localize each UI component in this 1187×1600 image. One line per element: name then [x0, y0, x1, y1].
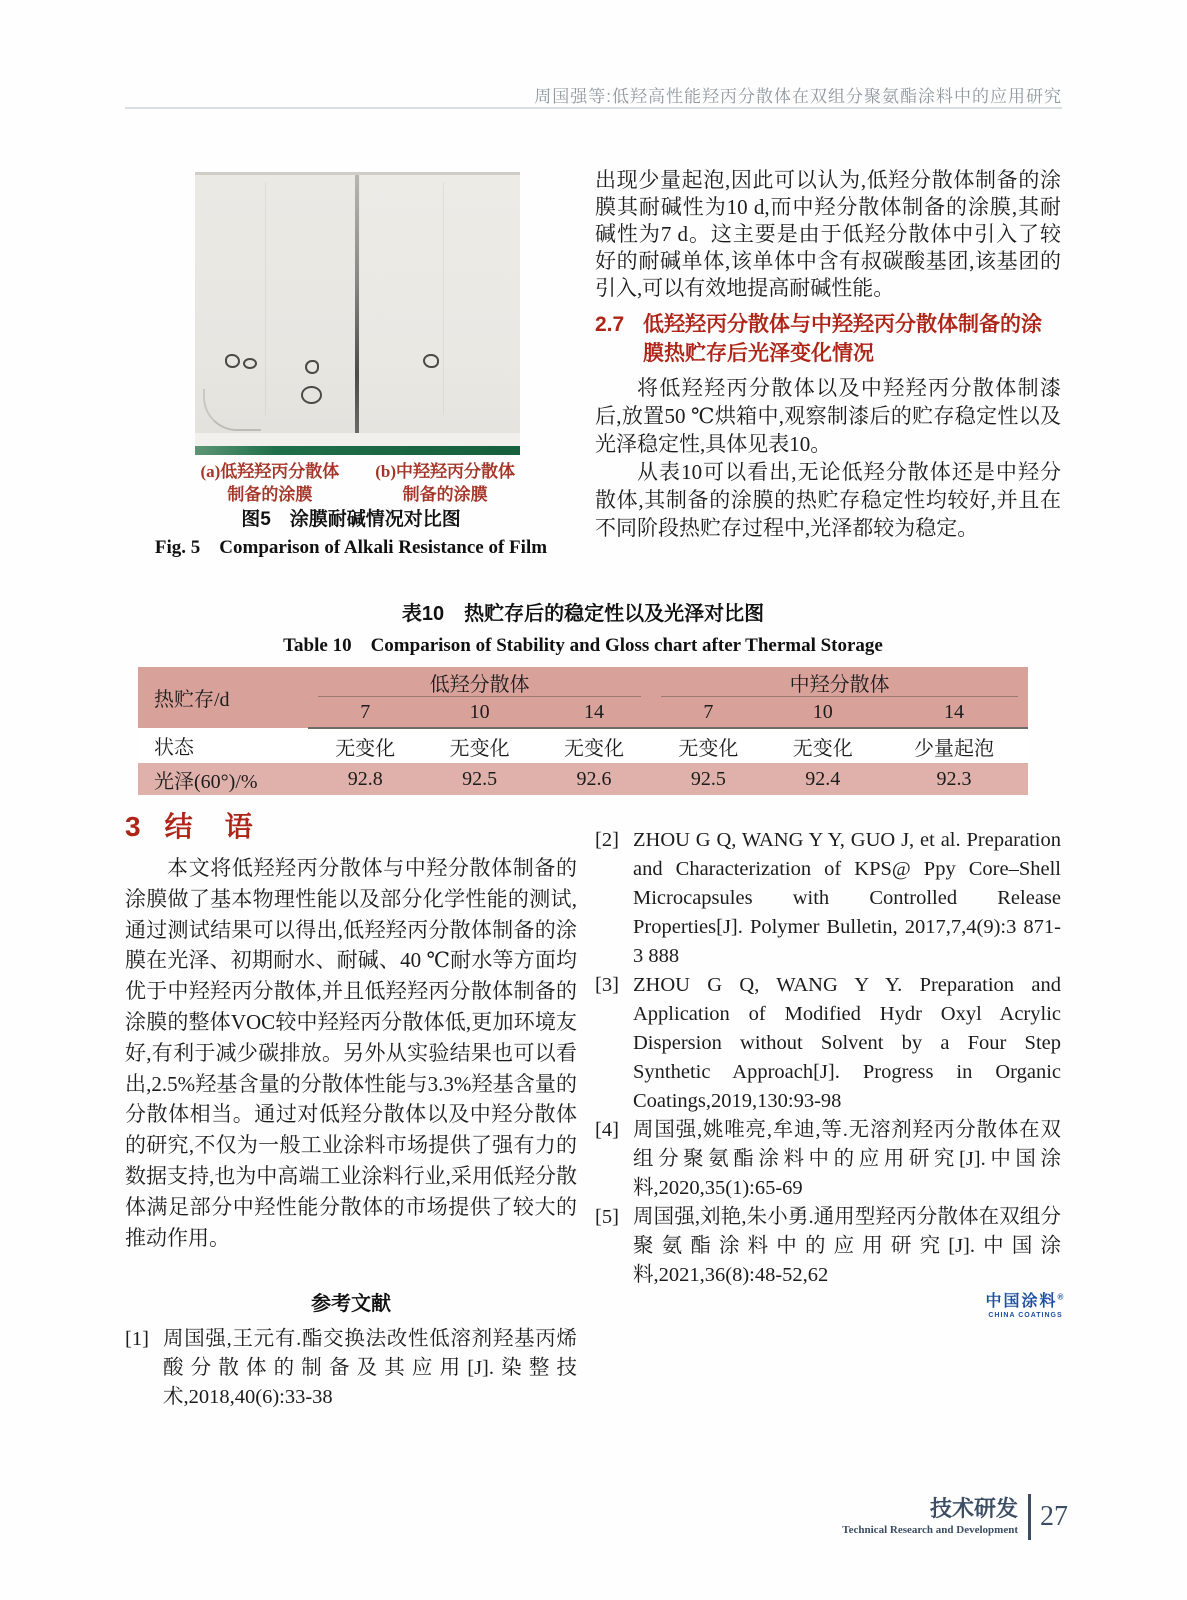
subcaption-b-line2: 制备的涂膜: [402, 485, 488, 504]
reference-number: [5]: [595, 1206, 619, 1228]
defect-circle: [243, 358, 257, 369]
reference-text: ZHOU G Q, WANG Y Y. Preparation and Application of Modified Hydr Oxyl Acrylic Dispersion without Solvent by a Four Step Synthetic Approach[J]. Progress in Organic Coatings,2019,130:93-98: [633, 974, 1061, 1112]
registered-mark-icon: ®: [1057, 1292, 1066, 1302]
day-cell: 14: [537, 697, 651, 728]
reference-number: [2]: [595, 829, 619, 851]
header-rule: [125, 107, 1062, 109]
reference-number: [3]: [595, 974, 619, 996]
gloss-cell: 92.5: [462, 767, 498, 790]
conclusion-paragraph: 本文将低羟羟丙分散体与中羟分散体制备的涂膜做了基本物理性能以及部分化学性能的测试,通过测试结果可以得出,低羟羟丙分散体制备的涂膜在光泽、初期耐水、耐碱、40 ℃耐水等方面均优于中羟羟丙分散体,并且低羟羟丙分散体制备的涂膜的整体VOC较中羟羟丙分散体低,更加环境友好,有利于减少碳排放。另外从实验结果也可以看出,2.5%羟基含量的分散体性能与3.3%羟基含量的分散体相当。通过对低羟分散体以及中羟分散体的研究,不仅为一般工业涂料市场提供了强有力的数据支持,也为中高端工业涂料行业,采用低羟分散体满足部分中羟性能分散体的市场提供了较大的推动作用。: [125, 856, 577, 1250]
running-header: 周国强等:低羟高性能羟丙分散体在双组分聚氨酯涂料中的应用研究: [534, 87, 1062, 106]
defect-circle: [305, 360, 319, 374]
section-3-number: 3: [125, 811, 141, 842]
footer-section-en: Technical Research and Development: [842, 1524, 1018, 1536]
references-right-column: [595, 826, 1061, 1290]
panel-crease: [443, 182, 444, 415]
table10-gloss-row: [138, 763, 1028, 795]
defect-circle: [423, 354, 439, 368]
reference-number: [1]: [125, 1328, 149, 1351]
table10-row-header: 热贮存/d: [138, 667, 308, 728]
table10-group-row: [138, 667, 1028, 697]
panel-crease: [265, 182, 266, 415]
references-heading: 参考文献: [311, 1293, 391, 1316]
footer-divider: [1028, 1494, 1031, 1540]
section-3-title: 结 语: [164, 811, 255, 842]
paragraph-table10-discussion: 从表10可以看出,无论低羟分散体还是中羟分散体,其制备的涂膜的热贮存稳定性均较好,并且在不同阶段热贮存过程中,光泽都较为稳定。: [595, 460, 1061, 540]
logo-cn-name: 中国涂料: [985, 1293, 1058, 1310]
status-cell: 无变化: [537, 728, 651, 763]
day-cell: 14: [880, 697, 1028, 728]
footer-section: [833, 1494, 1018, 1540]
status-cell: 无变化: [308, 728, 422, 763]
section-2-7-heading: [595, 310, 1061, 368]
section-2-7-title: 低羟羟丙分散体与中羟羟丙分散体制备的涂膜热贮存后光泽变化情况: [643, 313, 1042, 365]
gloss-cell: 92.3: [936, 767, 972, 790]
reference-item-2: [595, 826, 1061, 971]
subcaption-b: [364, 460, 526, 506]
section-2-7-number: 2.7: [595, 313, 625, 336]
page-footer: [833, 1494, 1068, 1540]
gloss-cell: 92.4: [805, 767, 841, 790]
paragraph-alkali: 出现少量起泡,因此可以认为,低羟分散体制备的涂膜其耐碱性为10 d,而中羟分散体制备的涂膜,其耐碱性为7 d。这主要是由于低羟分散体中引入了较好的耐碱单体,该单体中含有叔碳酸基团,该基团的引入,可以有效地提高耐碱性能。: [595, 168, 1061, 300]
gloss-cell: 92.6: [576, 767, 612, 790]
table10-title-en: Table 10 Comparison of Stability and Gloss chart after Thermal Storage: [283, 635, 883, 656]
photo-green-strip: [195, 446, 520, 455]
reference-text: 周国强,刘艳,朱小勇.通用型羟丙分散体在双组分聚氨酯涂料中的应用研究[J].中国涂料,2021,36(8):48-52,62: [633, 1206, 1061, 1286]
figure5-title-en: Fig. 5 Comparison of Alkali Resistance of Film: [154, 537, 548, 558]
reference-item-3: [595, 971, 1061, 1116]
reference-text: 周国强,王元有.酯交换法改性低溶剂羟基丙烯酸分散体的制备及其应用[J].染整技术,2018,40(6):33-38: [163, 1328, 577, 1409]
subcaption-a: [189, 460, 351, 506]
logo-en-text: CHINA COATINGS: [988, 1312, 1063, 1319]
reference-number: [4]: [595, 1119, 619, 1141]
table10-status-row: [138, 728, 1028, 763]
defect-circle: [225, 354, 240, 368]
figure5-subcaptions: [189, 460, 526, 506]
gloss-cell: 92.8: [347, 767, 383, 790]
paragraph-thermal-storage: 将低羟羟丙分散体以及中羟羟丙分散体制漆后,放置50 ℃烘箱中,观察制漆后的贮存稳定性以及光泽稳定性,具体见表10。: [595, 376, 1061, 456]
gloss-cell: 92.5: [690, 767, 726, 790]
china-coatings-logo: [968, 1288, 1083, 1319]
day-cell: 7: [308, 697, 422, 728]
reference-item-5: [595, 1203, 1061, 1290]
table10-group-mid: 中羟分散体: [651, 667, 1028, 697]
section-3-heading: [125, 810, 577, 844]
table10-title-cn: 表10 热贮存后的稳定性以及光泽对比图: [401, 603, 765, 625]
status-cell: 无变化: [766, 728, 880, 763]
table10: [138, 667, 1028, 795]
status-cell: 无变化: [651, 728, 765, 763]
film-panel-b: [360, 175, 520, 433]
right-column-top: [595, 167, 1061, 542]
photo-bottom-band: [195, 433, 520, 446]
day-cell: 10: [766, 697, 880, 728]
reference-item-4: [595, 1116, 1061, 1203]
subcaption-b-line1: (b)中羟羟丙分散体: [375, 462, 516, 481]
conclusion-section: [125, 810, 577, 1412]
gloss-row-label: 光泽(60°)/%: [154, 770, 258, 793]
reference-item-1: [125, 1325, 577, 1412]
defect-circle: [301, 386, 322, 404]
panel-seam: [355, 172, 359, 441]
page-number: 27: [1040, 1501, 1068, 1532]
reference-text: 周国强,姚唯亮,牟迪,等.无溶剂羟丙分散体在双组分聚氨酯涂料中的应用研究[J].中国涂料,2020,35(1):65-69: [633, 1119, 1061, 1199]
footer-section-cn: 技术研发: [929, 1496, 1018, 1521]
figure5-title-cn: 图5 涂膜耐碱情况对比图: [241, 509, 461, 530]
reference-text: ZHOU G Q, WANG Y Y, GUO J, et al. Preparation and Characterization of KPS@ Ppy Core–Shell Microcapsules with Controlled Release Properties[J]. Polymer Bulletin, 2017,7,4(9):3 871-3 888: [633, 829, 1061, 967]
status-cell: 无变化: [422, 728, 536, 763]
table10-block: [138, 597, 1028, 795]
figure5-photo: [195, 172, 520, 455]
photo-top-edge: [195, 172, 520, 175]
logo-cn-text: [968, 1288, 1083, 1311]
day-cell: 10: [422, 697, 536, 728]
table10-group-low: 低羟分散体: [308, 667, 651, 697]
day-cell: 7: [651, 697, 765, 728]
status-row-label: 状态: [138, 728, 308, 763]
subcaption-a-line1: (a)低羟羟丙分散体: [200, 462, 340, 481]
subcaption-a-line2: 制备的涂膜: [227, 485, 313, 504]
status-cell: 少量起泡: [880, 728, 1028, 763]
